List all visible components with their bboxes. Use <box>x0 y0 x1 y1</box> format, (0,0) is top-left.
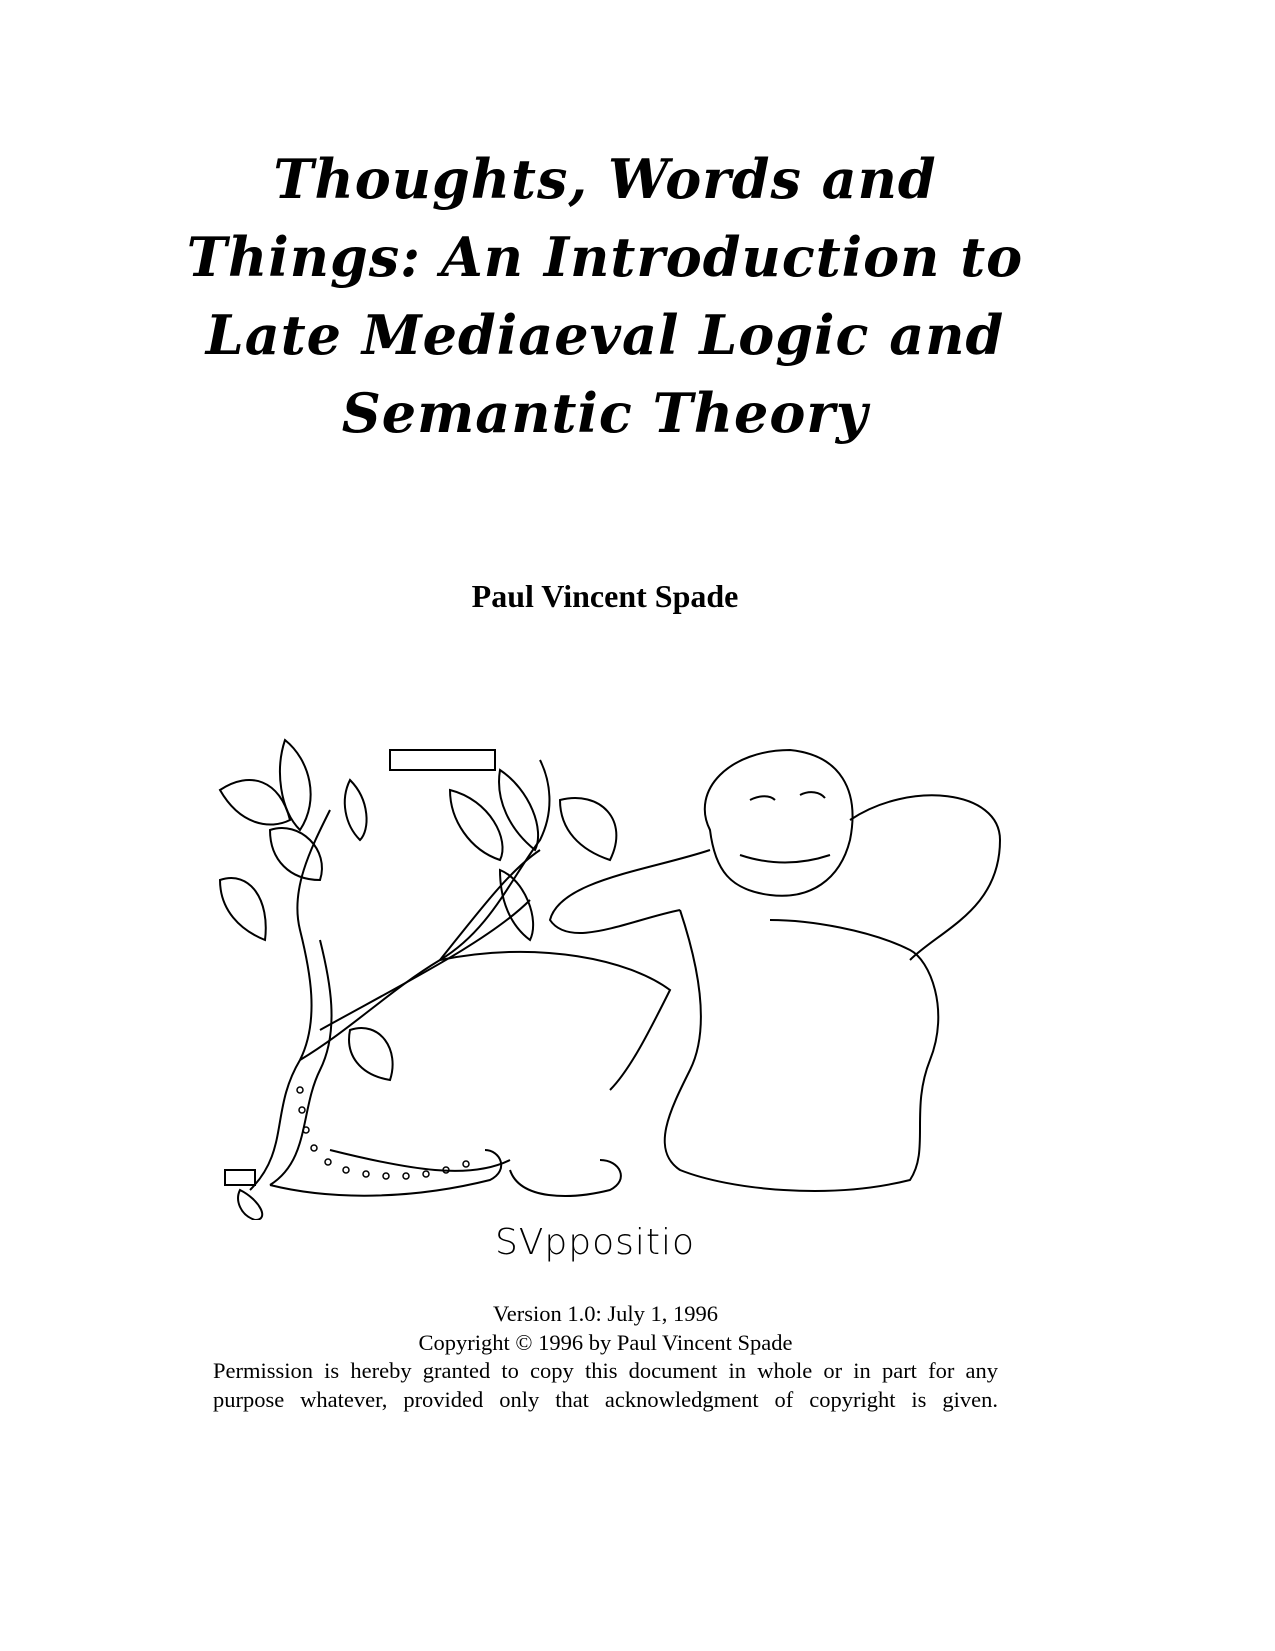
permission-line: Permission is hereby granted to copy this document in whole or in part for any <box>213 1358 998 1383</box>
title-line: Late Mediaeval Logic and <box>205 303 1005 367</box>
permission-line: purpose whatever, provided only that acknowledgment of copyright is given. <box>213 1386 998 1412</box>
document-title <box>0 140 1210 452</box>
title-line: Semantic Theory <box>341 381 869 445</box>
illustration-caption: SVppositio <box>494 1222 696 1263</box>
author-name: Paul Vincent Spade <box>471 578 739 614</box>
title-line: Thoughts, Words and <box>273 147 937 211</box>
suppositio-tree-illustration <box>210 730 1010 1220</box>
title-line: Things: An Introduction to <box>186 225 1024 289</box>
version-line: Version 1.0: July 1, 1996 <box>493 1301 718 1326</box>
publication-info <box>213 1300 998 1414</box>
copyright-line: Copyright © 1996 by Paul Vincent Spade <box>418 1329 793 1355</box>
